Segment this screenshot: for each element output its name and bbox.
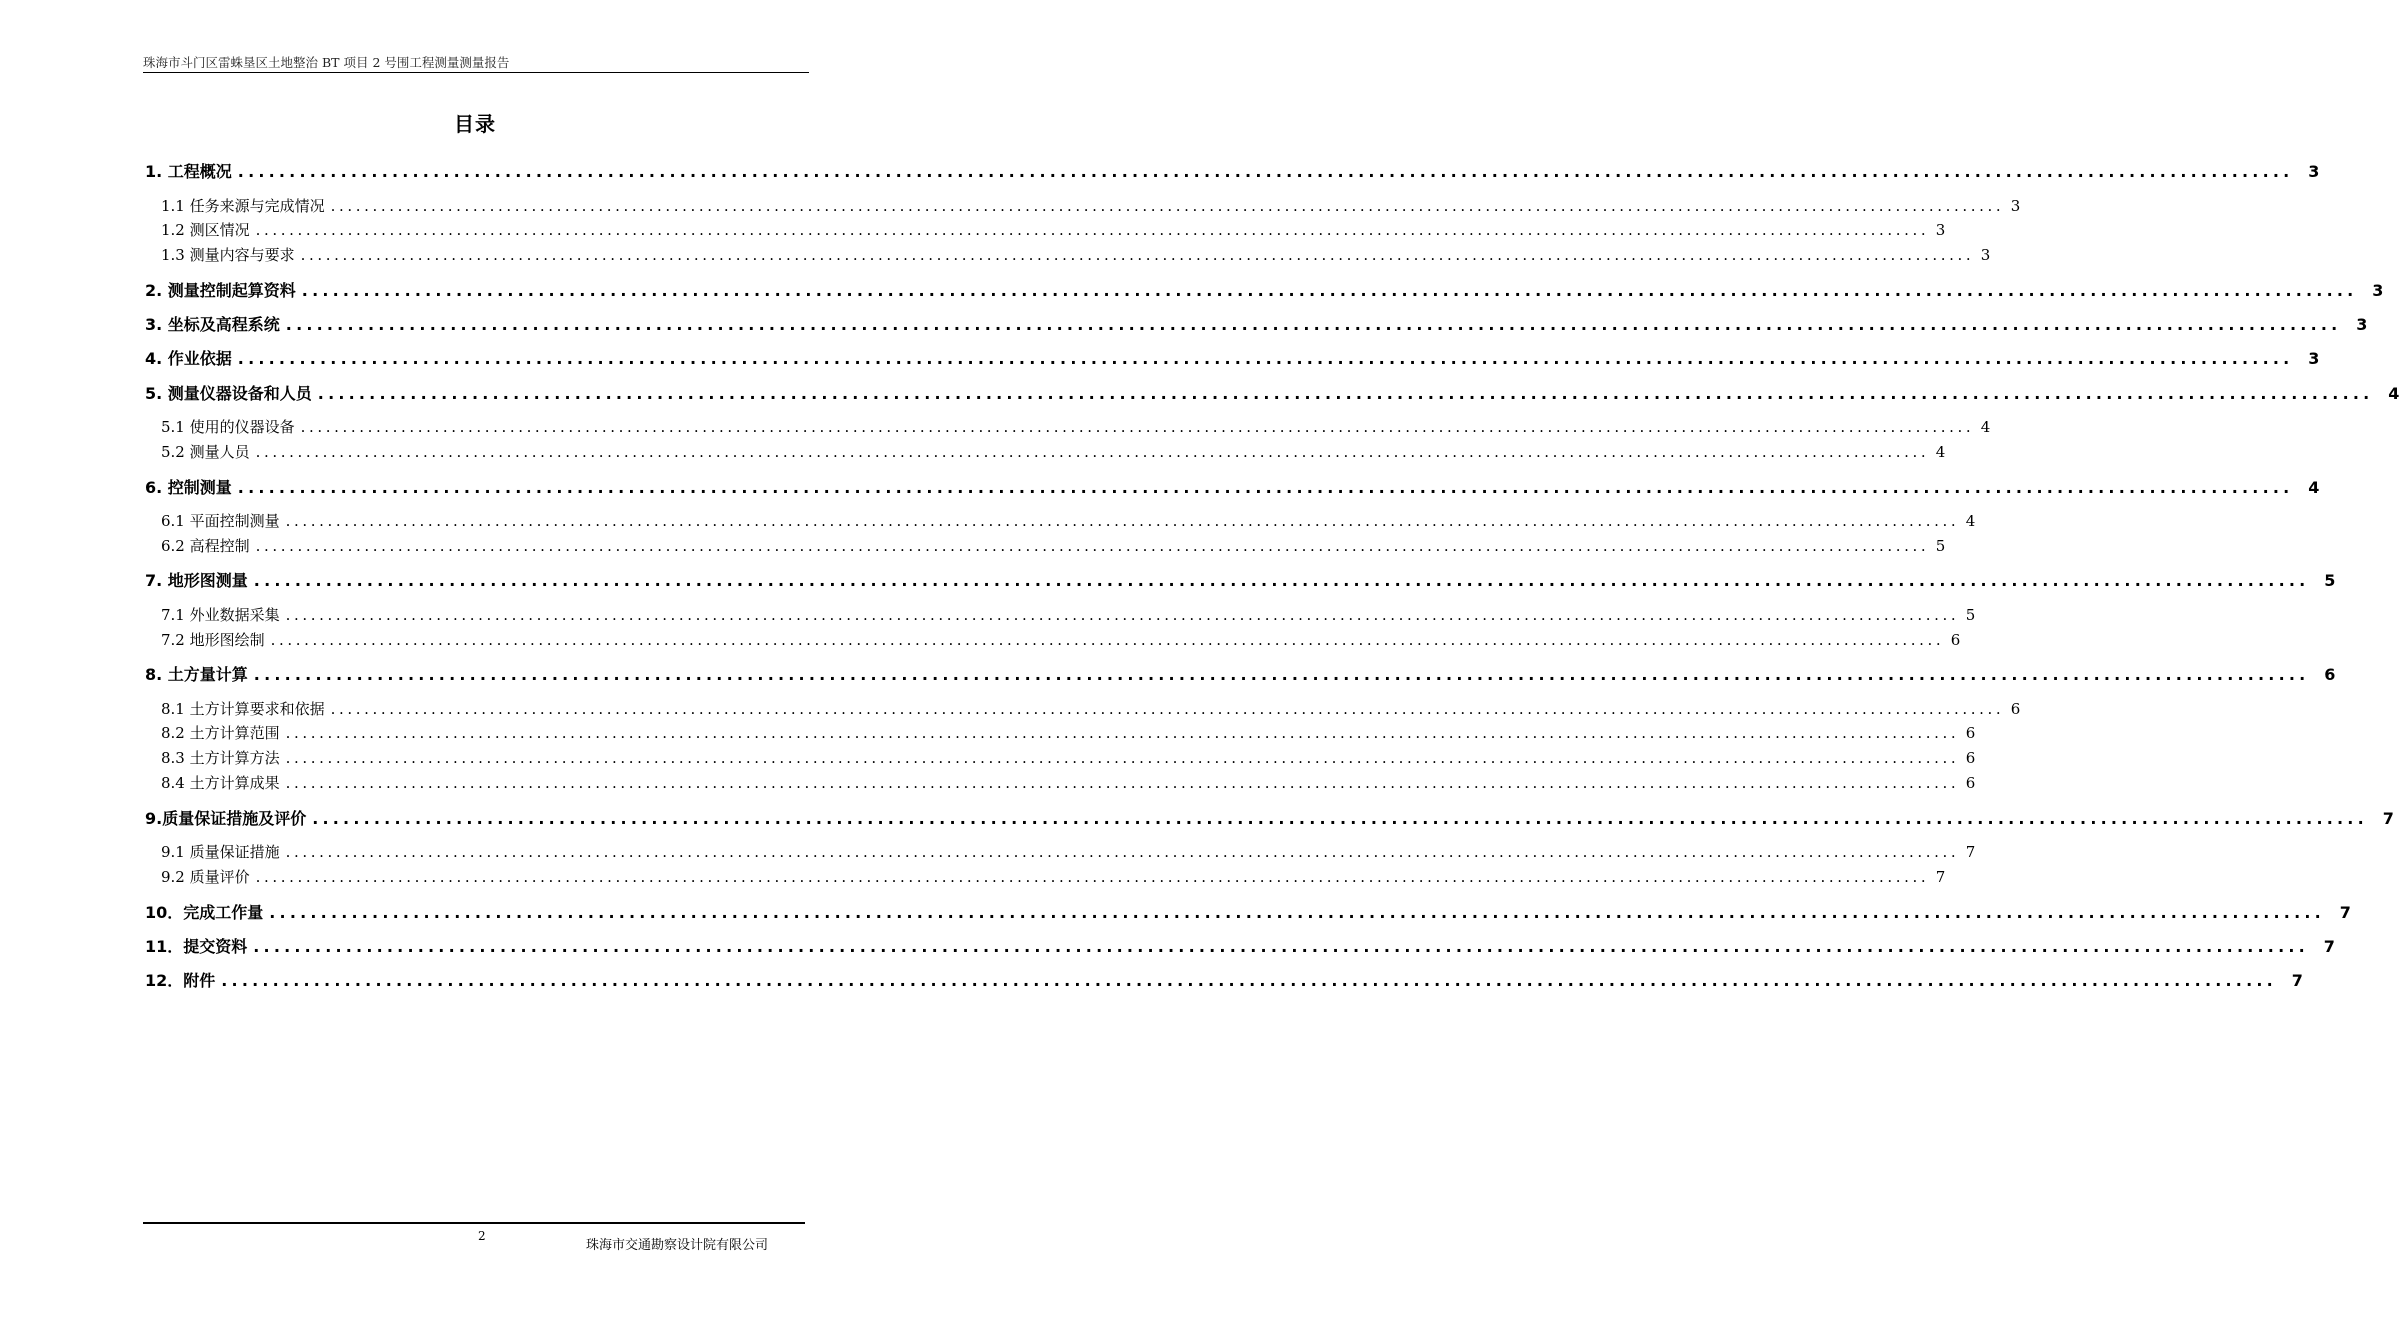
- toc-entry-section[interactable]: [161, 418, 1991, 437]
- dot-leader: ........................................................................................................................................................................................................: [221, 971, 2277, 990]
- dot-leader: ........................................................................................................................................................................................................: [255, 868, 1930, 886]
- toc-entry-page-number: 5: [1965, 606, 1976, 624]
- toc-entry-chapter[interactable]: [145, 478, 2320, 498]
- toc-entry-label: 6.2 高程控制: [161, 537, 250, 555]
- toc-entry-page-number: 3: [2010, 197, 2021, 215]
- dot-leader: ........................................................................................................................................................................................................: [255, 537, 1930, 555]
- toc-entry-label: 8.2 土方计算范围: [161, 724, 280, 742]
- toc-entry-section[interactable]: [161, 631, 1961, 650]
- toc-entry-label: 9.质量保证措施及评价: [145, 809, 307, 828]
- toc-entry-page-number: 6: [1950, 631, 1961, 649]
- running-header: 珠海市斗门区雷蛛垦区土地整治 BT 项目 2 号围工程测量测量报告: [143, 55, 510, 70]
- toc-entry-section[interactable]: [161, 443, 1946, 462]
- toc-entry-label: 7.2 地形图绘制: [161, 631, 265, 649]
- toc-entry-page-number: 5: [1935, 537, 1946, 555]
- toc-entry-label: 3. 坐标及高程系统: [145, 315, 280, 334]
- toc-entry-page-number: 7: [2323, 937, 2335, 956]
- toc-entry-page-number: 3: [2372, 281, 2384, 300]
- toc-entry-page-number: 3: [2308, 349, 2320, 368]
- toc-entry-label: 6.1 平面控制测量: [161, 512, 280, 530]
- toc-entry-section[interactable]: [161, 749, 1976, 768]
- toc-entry-page-number: 3: [2308, 162, 2320, 181]
- toc-entry-page-number: 7: [2382, 809, 2394, 828]
- company-name: 珠海市交通勘察设计院有限公司: [586, 1238, 769, 1253]
- toc-entry-section[interactable]: [161, 606, 1976, 625]
- toc-entry-section[interactable]: [161, 843, 1976, 862]
- toc-entry-page-number: 4: [2388, 384, 2399, 403]
- toc-entry-chapter[interactable]: [145, 281, 2384, 301]
- toc-entry-section[interactable]: [161, 197, 2021, 216]
- dot-leader: ........................................................................................................................................................................................................: [237, 349, 2294, 368]
- footer-divider: [143, 1222, 805, 1224]
- toc-entry-chapter[interactable]: [145, 809, 2394, 829]
- toc-entry-page-number: 3: [2356, 315, 2368, 334]
- toc-entry-page-number: 5: [2324, 571, 2336, 590]
- toc-entry-label: 11．提交资料: [145, 937, 248, 956]
- dot-leader: ........................................................................................................................................................................................................: [253, 571, 2310, 590]
- toc-entry-chapter[interactable]: [145, 665, 2336, 685]
- toc-entry-chapter[interactable]: [145, 903, 2351, 923]
- dot-leader: ........................................................................................................................................................................................................: [253, 937, 2309, 956]
- toc-entry-page-number: 6: [2010, 700, 2021, 718]
- toc-entry-page-number: 6: [1965, 749, 1976, 767]
- toc-entry-label: 1. 工程概况: [145, 162, 232, 181]
- toc-entry-label: 4. 作业依据: [145, 349, 232, 368]
- toc-entry-chapter[interactable]: [145, 571, 2336, 591]
- toc-entry-chapter[interactable]: [145, 971, 2303, 991]
- dot-leader: ........................................................................................................................................................................................................: [285, 774, 1960, 792]
- toc-entry-page-number: 6: [1965, 724, 1976, 742]
- toc-entry-page-number: 4: [2308, 478, 2320, 497]
- dot-leader: ........................................................................................................................................................................................................: [253, 665, 2310, 684]
- toc-entry-label: 6. 控制测量: [145, 478, 232, 497]
- dot-leader: ........................................................................................................................................................................................................: [285, 843, 1960, 861]
- toc-entry-page-number: 6: [2324, 665, 2336, 684]
- dot-leader: ........................................................................................................................................................................................................: [270, 631, 1945, 649]
- toc-entry-section[interactable]: [161, 221, 1946, 240]
- toc-entry-label: 5.2 测量人员: [161, 443, 250, 461]
- toc-entry-section[interactable]: [161, 774, 1976, 793]
- dot-leader: ........................................................................................................................................................................................................: [285, 749, 1960, 767]
- toc-entry-section[interactable]: [161, 724, 1976, 743]
- dot-leader: ........................................................................................................................................................................................................: [285, 606, 1960, 624]
- dot-leader: ........................................................................................................................................................................................................: [255, 221, 1930, 239]
- dot-leader: ........................................................................................................................................................................................................: [301, 281, 2358, 300]
- toc-entry-chapter[interactable]: [145, 384, 2399, 404]
- dot-leader: ........................................................................................................................................................................................................: [312, 809, 2368, 828]
- toc-entry-page-number: 6: [1965, 774, 1976, 792]
- toc-entry-label: 8.4 土方计算成果: [161, 774, 280, 792]
- toc-entry-page-number: 7: [2291, 971, 2303, 990]
- toc-entry-section[interactable]: [161, 700, 2021, 719]
- page-number: 2: [478, 1229, 486, 1243]
- toc-entry-page-number: 4: [1935, 443, 1946, 461]
- toc-entry-label: 5. 测量仪器设备和人员: [145, 384, 312, 403]
- dot-leader: ........................................................................................................................................................................................................: [317, 384, 2374, 403]
- toc-entry-page-number: 7: [1965, 843, 1976, 861]
- dot-leader: ........................................................................................................................................................................................................: [330, 197, 2005, 215]
- toc-entry-label: 9.1 质量保证措施: [161, 843, 280, 861]
- toc-entry-label: 8.3 土方计算方法: [161, 749, 280, 767]
- toc-entry-label: 8.1 土方计算要求和依据: [161, 700, 325, 718]
- toc-entry-page-number: 7: [1935, 868, 1946, 886]
- toc-entry-label: 8. 土方量计算: [145, 665, 248, 684]
- toc-entry-page-number: 3: [1980, 246, 1991, 264]
- dot-leader: ........................................................................................................................................................................................................: [285, 512, 1960, 530]
- dot-leader: ........................................................................................................................................................................................................: [237, 162, 2294, 181]
- toc-entry-section[interactable]: [161, 246, 1991, 265]
- toc-entry-label: 1.3 测量内容与要求: [161, 246, 295, 264]
- toc-entry-page-number: 4: [1980, 418, 1991, 436]
- dot-leader: ........................................................................................................................................................................................................: [285, 724, 1960, 742]
- toc-entry-label: 2. 测量控制起算资料: [145, 281, 296, 300]
- dot-leader: ........................................................................................................................................................................................................: [300, 246, 1975, 264]
- toc-title: 目录: [454, 112, 496, 136]
- toc-entry-label: 1.2 测区情况: [161, 221, 250, 239]
- toc-entry-chapter[interactable]: [145, 349, 2320, 369]
- dot-leader: ........................................................................................................................................................................................................: [330, 700, 2005, 718]
- toc-entry-chapter[interactable]: [145, 162, 2320, 182]
- dot-leader: ........................................................................................................................................................................................................: [237, 478, 2294, 497]
- toc-entry-page-number: 3: [1935, 221, 1946, 239]
- toc-entry-label: 7. 地形图测量: [145, 571, 248, 590]
- toc-entry-chapter[interactable]: [145, 315, 2368, 335]
- dot-leader: ........................................................................................................................................................................................................: [300, 418, 1975, 436]
- header-divider: [143, 72, 809, 73]
- toc-entry-label: 1.1 任务来源与完成情况: [161, 197, 325, 215]
- toc-entry-chapter[interactable]: [145, 937, 2335, 957]
- dot-leader: ........................................................................................................................................................................................................: [269, 903, 2325, 922]
- toc-entry-label: 7.1 外业数据采集: [161, 606, 280, 624]
- toc-entry-section[interactable]: [161, 868, 1946, 887]
- toc-entry-label: 12．附件: [145, 971, 216, 990]
- dot-leader: ........................................................................................................................................................................................................: [285, 315, 2342, 334]
- toc-entry-page-number: 7: [2339, 903, 2351, 922]
- toc-entry-label: 9.2 质量评价: [161, 868, 250, 886]
- toc-entry-section[interactable]: [161, 512, 1976, 531]
- toc-entry-label: 10．完成工作量: [145, 903, 264, 922]
- toc-entry-page-number: 4: [1965, 512, 1976, 530]
- dot-leader: ........................................................................................................................................................................................................: [255, 443, 1930, 461]
- toc-entry-section[interactable]: [161, 537, 1946, 556]
- toc-entry-label: 5.1 使用的仪器设备: [161, 418, 295, 436]
